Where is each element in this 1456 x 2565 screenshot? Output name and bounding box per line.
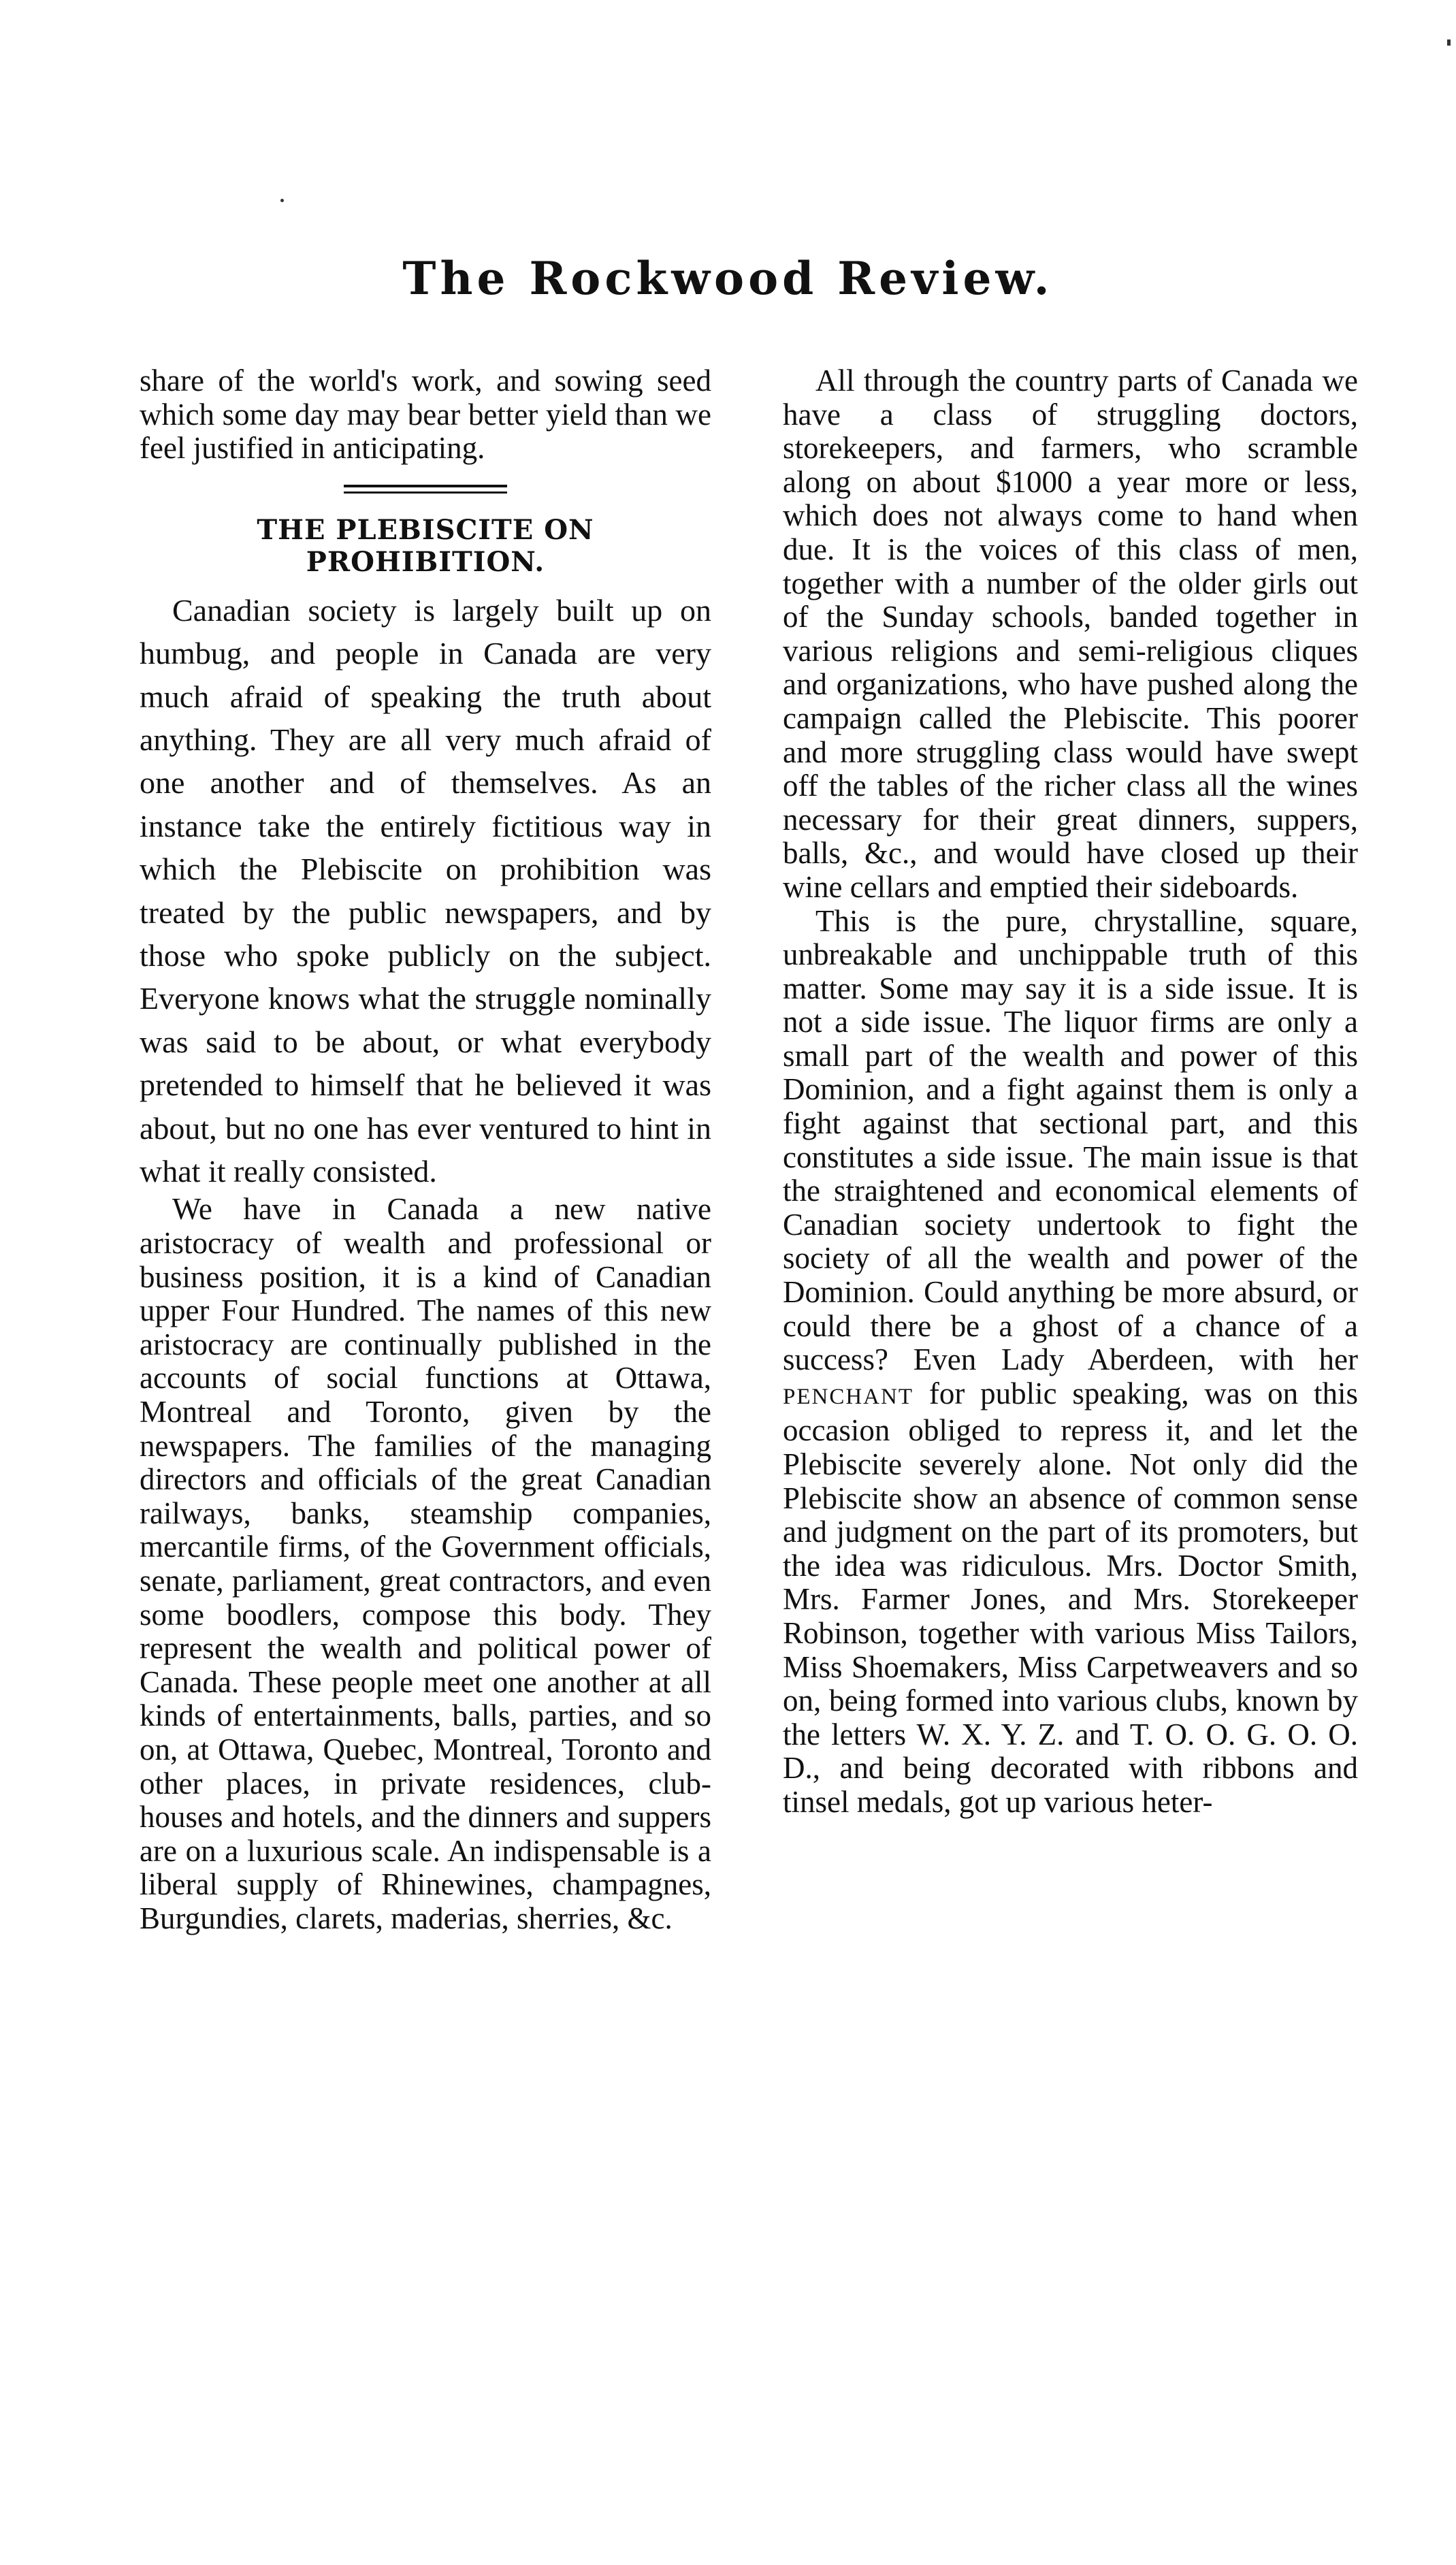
smallcaps-word: PENCHANT bbox=[783, 1384, 914, 1409]
print-speck bbox=[1447, 39, 1451, 46]
print-speck bbox=[280, 199, 284, 202]
left-column bbox=[140, 364, 711, 1936]
section-divider bbox=[344, 485, 507, 494]
right-column bbox=[783, 364, 1358, 1820]
body-paragraph: All through the country parts of Canada we have a class of struggling doctors, storekeepers, and farmers, who scramble along on about $1000 a year more or less, which does not always come to hand when due. It is the voices of this class of men, together with a number of the older girls out of the Sunday schools, banded together in various religions and semi-religious cliques and organizations, who have pushed along the campaign called the Plebiscite. This poorer and more struggling class would have swept off the tables of the richer class all the wines necessary for their great dinners, suppers, balls, &c., and would have closed up their wine cellars and emptied their sideboards. bbox=[783, 364, 1358, 904]
body-paragraph: We have in Canada a new native aristocracy of wealth and professional or business position, it is a kind of Canadian upper Four Hundred. The names of this new aristocracy are continually published in the accounts of social functions at Ottawa, Montreal and Toronto, given by the newspapers. The families of the managing directors and officials of the great Canadian railways, banks, steamship companies, mercantile firms, of the Government officials, senate, parliament, great contractors, and even some boodlers, compose this body. They represent the wealth and political power of Canada. These people meet one another at all kinds of entertainments, balls, parties, and so on, at Ottawa, Quebec, Montreal, Toronto and other places, in private residences, club-houses and hotels, and the dinners and suppers are on a luxurious scale. An indispensable is a liberal supply of Rhinewines, champagnes, Burgundies, clarets, maderias, sherries, &c. bbox=[140, 1192, 711, 1935]
page-title: The Rockwood Review. bbox=[402, 252, 1054, 305]
paragraph-text: for public speaking, was on this occasion obliged to repress it, and let the Plebiscite severely alone. Not only did the Plebiscite show an absence of common sense and judgment on the part of its promoters, but the idea was ridiculous. Mrs. Doctor Smith, Mrs. Farmer Jones, and Mrs. Storekeeper Robinson, together with various Miss Tailors, Miss Shoemakers, Miss Carpetweavers and so on, being formed into various clubs, known by the letters W. X. Y. Z. and T. O. O. G. O. O. D., and being decorated with ribbons and tinsel medals, got up various heter- bbox=[783, 1376, 1358, 1819]
paragraph-text: This is the pure, chrystalline, square, unbreakable and unchippable truth of this matter. Some may say it is a side issue. It is not a side issue. The liquor firms are only a small part of the wealth and power of this Dominion, and a fight against them is only a fight against that sectional part, and this constitutes a side issue. The main issue is that the straightened and economical elements of Canadian society undertook to fight the society of all the wealth and power of the Dominion. Could anything be more absurd, or could there be a ghost of a chance of a success? Even Lady Aberdeen, with her bbox=[783, 903, 1358, 1377]
section-heading: THE PLEBISCITE ON PROHIBITION. bbox=[257, 513, 594, 578]
body-paragraph bbox=[783, 905, 1358, 1820]
lead-block bbox=[140, 589, 711, 1193]
lead-paragraph: Canadian society is largely built up on humbug, and people in Canada are very much afraid of speaking the truth about anything. They are all very much afraid of one another and of themselves. As an instance take the entirely fictitious way in which the Plebiscite on prohibition was treated by the public newspapers, and by those who spoke publicly on the subject. Everyone knows what the struggle nominally was said to be about, or what everybody pretended to himself that he believed it was about, but no one has ever ventured to hint in what it really consisted. bbox=[140, 592, 711, 1189]
continuation-paragraph: share of the world's work, and sowing seed which some day may bear better yield than we feel justified in anticipating. bbox=[140, 364, 711, 466]
